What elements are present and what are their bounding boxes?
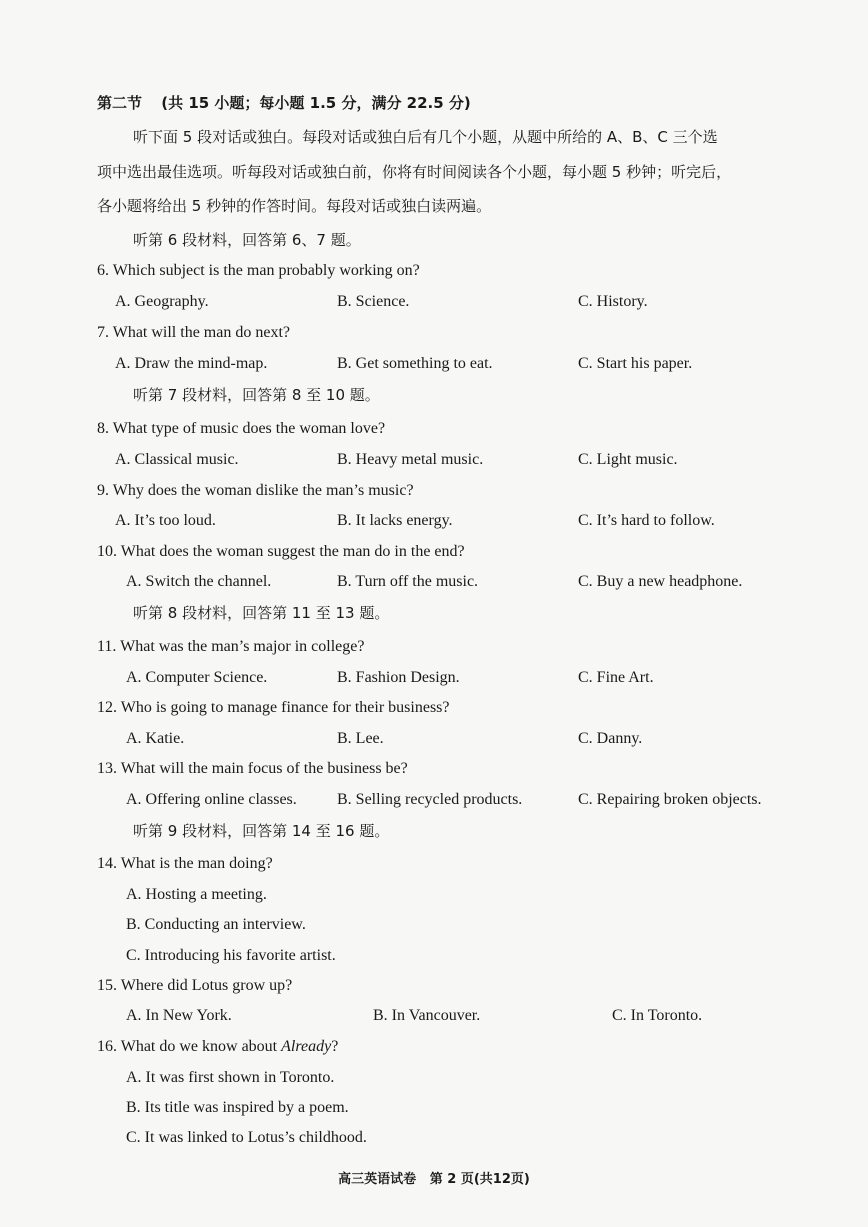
section-info: (共 15 小题；每小题 1.5 分，满分 22.5 分) [161,94,471,112]
page-footer [0,1168,868,1187]
instruction-line-1: 听下面 5 段对话或独白。每段对话或独白后有几个小题，从题中所给的 A、B、C 三个选 [133,128,718,146]
option-10a: A. Switch the channel. [126,573,272,590]
option-6b: B. Science. [337,293,410,310]
option-13a: A. Offering online classes. [126,791,297,808]
option-14c: C. Introducing his favorite artist. [126,947,336,964]
instruction-line-2: 项中选出最佳选项。听每段对话或独白前，你将有时间阅读各个小题，每小题 5 秒钟；听完后， [97,163,732,181]
option-12c: C. Danny. [578,730,643,747]
question-stem-14: 14. What is the man doing? [97,855,273,872]
option-6a: A. Geography. [115,293,209,310]
option-9a: A. It’s too loud. [115,512,216,529]
option-7b: B. Get something to eat. [337,355,493,372]
option-10b: B. Turn off the music. [337,573,479,590]
question-stem-16 [97,1037,338,1057]
option-10c: C. Buy a new headphone. [578,573,743,590]
question-stem-16-suffix: ? [331,1038,339,1055]
option-11c: C. Fine Art. [578,669,654,686]
option-7a: A. Draw the mind-map. [115,355,268,372]
question-stem-16-title: Already [281,1038,332,1055]
material-note-8: 听第 8 段材料，回答第 11 至 13 题。 [133,604,390,622]
option-7c: C. Start his paper. [578,355,693,372]
question-stem-7: 7. What will the man do next? [97,324,290,341]
question-stem-12: 12. Who is going to manage finance for their business? [97,699,450,716]
question-stem-11: 11. What was the man’s major in college? [97,638,365,655]
option-9c: C. It’s hard to follow. [578,512,715,529]
option-13b: B. Selling recycled products. [337,791,523,808]
option-15b: B. In Vancouver. [373,1007,481,1024]
option-9b: B. It lacks energy. [337,512,453,529]
material-note-9: 听第 9 段材料，回答第 14 至 16 题。 [133,822,390,840]
option-12a: A. Katie. [126,730,185,747]
question-stem-8: 8. What type of music does the woman love? [97,420,386,437]
option-15c: C. In Toronto. [612,1007,703,1024]
question-stem-16-prefix: 16. What do we know about [97,1038,282,1055]
question-stem-10: 10. What does the woman suggest the man do in the end? [97,543,465,560]
question-stem-6: 6. Which subject is the man probably working on? [97,262,420,279]
material-note-7: 听第 7 段材料，回答第 8 至 10 题。 [133,386,380,404]
option-16c: C. It was linked to Lotus’s childhood. [126,1129,367,1146]
question-stem-15: 15. Where did Lotus grow up? [97,977,293,994]
question-stem-13: 13. What will the main focus of the business be? [97,760,408,777]
option-16a: A. It was first shown in Toronto. [126,1069,335,1086]
option-6c: C. History. [578,293,648,310]
option-12b: B. Lee. [337,730,384,747]
option-8a: A. Classical music. [115,451,239,468]
question-stem-9: 9. Why does the woman dislike the man’s music? [97,482,414,499]
option-14a: A. Hosting a meeting. [126,886,267,903]
option-15a: A. In New York. [126,1007,232,1024]
option-8c: C. Light music. [578,451,678,468]
option-14b: B. Conducting an interview. [126,916,306,933]
section-title: 第二节 [97,94,143,112]
instruction-line-3: 各小题将给出 5 秒钟的作答时间。每段对话或独白读两遍。 [97,197,492,215]
option-11b: B. Fashion Design. [337,669,460,686]
option-16b: B. Its title was inspired by a poem. [126,1099,349,1116]
option-13c: C. Repairing broken objects. [578,791,762,808]
material-note-6: 听第 6 段材料，回答第 6、7 题。 [133,231,361,249]
footer-text: 高三英语试卷 第 2 页(共12页) [338,1172,530,1187]
option-11a: A. Computer Science. [126,669,268,686]
section-header [97,93,471,113]
option-8b: B. Heavy metal music. [337,451,484,468]
